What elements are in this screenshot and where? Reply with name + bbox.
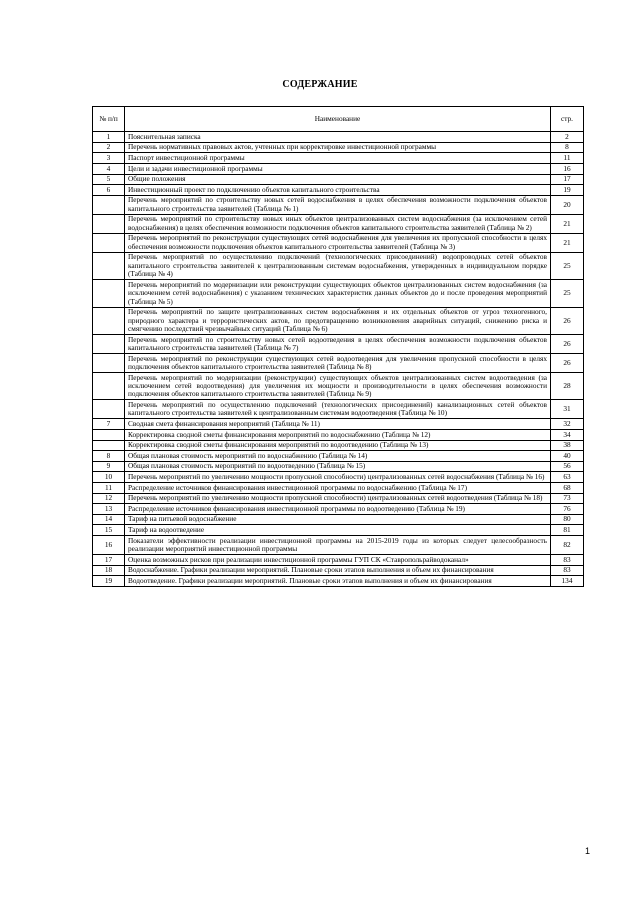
row-page: 38 bbox=[551, 440, 584, 451]
table-row bbox=[93, 353, 584, 372]
row-number bbox=[93, 280, 125, 307]
row-title: Оценка возможных рисков при реализации инвестиционной программы ГУП СК «Ставропольрайводоканал» bbox=[125, 554, 551, 565]
row-page: 20 bbox=[551, 195, 584, 214]
row-title: Распределение источников финансирования инвестиционной программы по водоотведению (Таблица № 19) bbox=[125, 504, 551, 515]
table-row bbox=[93, 252, 584, 279]
row-number bbox=[93, 440, 125, 451]
table-row bbox=[93, 525, 584, 536]
table-row bbox=[93, 429, 584, 440]
row-number: 12 bbox=[93, 493, 125, 504]
header-page: стр. bbox=[551, 107, 584, 132]
row-number bbox=[93, 307, 125, 334]
row-title: Пояснительная записка bbox=[125, 132, 551, 143]
row-page: 25 bbox=[551, 280, 584, 307]
row-page: 26 bbox=[551, 353, 584, 372]
row-title: Перечень нормативных правовых актов, учтенных при корректировке инвестиционной программы bbox=[125, 142, 551, 153]
row-page: 63 bbox=[551, 472, 584, 483]
row-title: Перечень мероприятий по строительству новых иных объектов централизованных систем водоснабжения (за исключением сетей водоснабжения) в целях обеспечения возможности подключения объектов капитального строительства заявителей (Таблица № 2) bbox=[125, 214, 551, 233]
row-page: 2 bbox=[551, 132, 584, 143]
row-number: 14 bbox=[93, 514, 125, 525]
row-title: Водоснабжение. Графики реализации мероприятий. Плановые сроки этапов выполнения и объем их финансирования bbox=[125, 565, 551, 576]
table-row bbox=[93, 576, 584, 587]
row-title: Общие положения bbox=[125, 174, 551, 185]
row-title: Водоотведение. Графики реализации мероприятий. Плановые сроки этапов выполнения и объем их финансирования bbox=[125, 576, 551, 587]
row-page: 34 bbox=[551, 429, 584, 440]
row-page: 21 bbox=[551, 214, 584, 233]
row-number: 16 bbox=[93, 535, 125, 554]
table-header-row bbox=[93, 107, 584, 132]
row-page: 40 bbox=[551, 451, 584, 462]
row-title: Цели и задачи инвестиционной программы bbox=[125, 163, 551, 174]
table-row bbox=[93, 163, 584, 174]
table-row bbox=[93, 419, 584, 430]
row-page: 83 bbox=[551, 554, 584, 565]
row-number: 17 bbox=[93, 554, 125, 565]
row-number bbox=[93, 252, 125, 279]
page-title: СОДЕРЖАНИЕ bbox=[282, 79, 358, 90]
row-title: Перечень мероприятий по осуществлению подключений (технологических присоединений) водопроводных сетей объектов капитального строительства заявителей к централизованным системам водоснабжения, утвержденных в индивидуальном порядке (Таблица № 4) bbox=[125, 252, 551, 279]
row-title: Перечень мероприятий по модернизации (реконструкции) существующих объектов централизованных систем водоотведения (за исключением сетей водоотведения) для увеличения их мощности и производительности в целях обеспечения возможности подключения объектов капитального строительства заявителей (Таблица № 9) bbox=[125, 372, 551, 399]
row-page: 80 bbox=[551, 514, 584, 525]
row-page: 32 bbox=[551, 419, 584, 430]
table-row bbox=[93, 174, 584, 185]
row-number: 11 bbox=[93, 482, 125, 493]
row-title: Сводная смета финансирования мероприятий (Таблица № 11) bbox=[125, 419, 551, 430]
row-title: Перечень мероприятий по строительству новых сетей водоснабжения в целях обеспечения возможности подключения объектов капитального строительства заявителей (Таблица № 1) bbox=[125, 195, 551, 214]
row-page: 19 bbox=[551, 185, 584, 196]
table-row bbox=[93, 400, 584, 419]
table-row bbox=[93, 472, 584, 483]
table-row bbox=[93, 451, 584, 462]
table-row bbox=[93, 535, 584, 554]
row-page: 8 bbox=[551, 142, 584, 153]
row-page: 21 bbox=[551, 233, 584, 252]
row-number: 13 bbox=[93, 504, 125, 515]
row-number bbox=[93, 334, 125, 353]
row-title: Перечень мероприятий по модернизации или реконструкции существующих объектов централизованных систем водоснабжения (за исключением сетей водоснабжения) с указанием технических характеристик данных объектов до и после проведения мероприятий (Таблица № 5) bbox=[125, 280, 551, 307]
table-row bbox=[93, 195, 584, 214]
table-row bbox=[93, 185, 584, 196]
row-number: 3 bbox=[93, 153, 125, 164]
table-row bbox=[93, 132, 584, 143]
table-row bbox=[93, 214, 584, 233]
table-row bbox=[93, 514, 584, 525]
table-row bbox=[93, 482, 584, 493]
row-page: 25 bbox=[551, 252, 584, 279]
header-name: Наименование bbox=[125, 107, 551, 132]
table-row bbox=[93, 153, 584, 164]
row-number bbox=[93, 233, 125, 252]
row-title: Перечень мероприятий по строительству новых сетей водоотведения в целях обеспечения возможности подключения объектов капитального строительства заявителей (Таблица № 7) bbox=[125, 334, 551, 353]
row-number: 19 bbox=[93, 576, 125, 587]
row-title: Перечень мероприятий по защите централизованных систем водоснабжения и их отдельных объектов от угроз техногенного, природного характера и террористических актов, по предотвращению возникновения аварийных ситуаций, снижению риска и смягчению последствий чрезвычайных ситуаций (Таблица № 6) bbox=[125, 307, 551, 334]
row-page: 31 bbox=[551, 400, 584, 419]
table-row bbox=[93, 372, 584, 399]
header-number: № п/п bbox=[93, 107, 125, 132]
table-row bbox=[93, 440, 584, 451]
table-row bbox=[93, 504, 584, 515]
row-number bbox=[93, 214, 125, 233]
row-title: Общая плановая стоимость мероприятий по водоснабжению (Таблица № 14) bbox=[125, 451, 551, 462]
page-number: 1 bbox=[585, 846, 591, 856]
row-number bbox=[93, 400, 125, 419]
row-number: 18 bbox=[93, 565, 125, 576]
row-page: 76 bbox=[551, 504, 584, 515]
table-row bbox=[93, 142, 584, 153]
row-number: 15 bbox=[93, 525, 125, 536]
row-number: 7 bbox=[93, 419, 125, 430]
row-title: Показатели эффективности реализации инвестиционной программы на 2015-2019 годы из которых следует целесообразность реализации мероприятий инвестиционной программы bbox=[125, 535, 551, 554]
table-row bbox=[93, 565, 584, 576]
table-row bbox=[93, 554, 584, 565]
contents-body bbox=[93, 132, 584, 587]
row-number: 1 bbox=[93, 132, 125, 143]
row-page: 16 bbox=[551, 163, 584, 174]
row-page: 26 bbox=[551, 307, 584, 334]
row-number: 10 bbox=[93, 472, 125, 483]
row-page: 73 bbox=[551, 493, 584, 504]
row-title: Инвестиционный проект по подключению объектов капитального строительства bbox=[125, 185, 551, 196]
contents-table bbox=[92, 106, 584, 587]
row-number bbox=[93, 429, 125, 440]
table-row bbox=[93, 334, 584, 353]
table-row bbox=[93, 493, 584, 504]
row-title: Паспорт инвестиционной программы bbox=[125, 153, 551, 164]
table-row bbox=[93, 307, 584, 334]
row-title: Перечень мероприятий по осуществлению подключений (технологических присоединений) канализационных сетей объектов капитального строительства заявителей к централизованным системам водоотведения (Таблица № 10) bbox=[125, 400, 551, 419]
row-title: Тариф на питьевой водоснабжение bbox=[125, 514, 551, 525]
row-title: Общая плановая стоимость мероприятий по водоотведению (Таблица № 15) bbox=[125, 461, 551, 472]
row-title: Перечень мероприятий по увеличению мощности пропускной способности) централизованных сетей водоснабжения (Таблица № 16) bbox=[125, 472, 551, 483]
row-number bbox=[93, 195, 125, 214]
row-page: 28 bbox=[551, 372, 584, 399]
row-page: 82 bbox=[551, 535, 584, 554]
row-number: 5 bbox=[93, 174, 125, 185]
row-number bbox=[93, 353, 125, 372]
table-row bbox=[93, 280, 584, 307]
row-title: Корректировка сводной сметы финансирования мероприятий по водоснабжению (Таблица № 12) bbox=[125, 429, 551, 440]
row-number: 2 bbox=[93, 142, 125, 153]
row-page: 68 bbox=[551, 482, 584, 493]
row-title: Корректировка сводной сметы финансирования мероприятий по водоотведению (Таблица № 13) bbox=[125, 440, 551, 451]
table-row bbox=[93, 461, 584, 472]
row-page: 134 bbox=[551, 576, 584, 587]
row-number: 9 bbox=[93, 461, 125, 472]
row-page: 26 bbox=[551, 334, 584, 353]
row-page: 56 bbox=[551, 461, 584, 472]
row-number: 4 bbox=[93, 163, 125, 174]
row-page: 11 bbox=[551, 153, 584, 164]
row-title: Перечень мероприятий по реконструкции существующих сетей водоснабжения для увеличения их пропускной способности в целях обеспечения возможности подключения объектов капитального строительства заявителей (Таблица № 3) bbox=[125, 233, 551, 252]
row-number: 8 bbox=[93, 451, 125, 462]
row-page: 17 bbox=[551, 174, 584, 185]
row-title: Перечень мероприятий по реконструкции существующих сетей водоотведения для увеличения пропускной способности в целях подключения объектов капитального строительства заявителей (Таблица № 8) bbox=[125, 353, 551, 372]
table-row bbox=[93, 233, 584, 252]
row-title: Распределение источников финансирования инвестиционной программы по водоснабжению (Таблица № 17) bbox=[125, 482, 551, 493]
row-page: 83 bbox=[551, 565, 584, 576]
row-number bbox=[93, 372, 125, 399]
row-title: Тариф на водоотведение bbox=[125, 525, 551, 536]
row-page: 81 bbox=[551, 525, 584, 536]
row-number: 6 bbox=[93, 185, 125, 196]
row-title: Перечень мероприятий по увеличению мощности пропускной способности) централизованных сетей водоотведения (Таблица № 18) bbox=[125, 493, 551, 504]
